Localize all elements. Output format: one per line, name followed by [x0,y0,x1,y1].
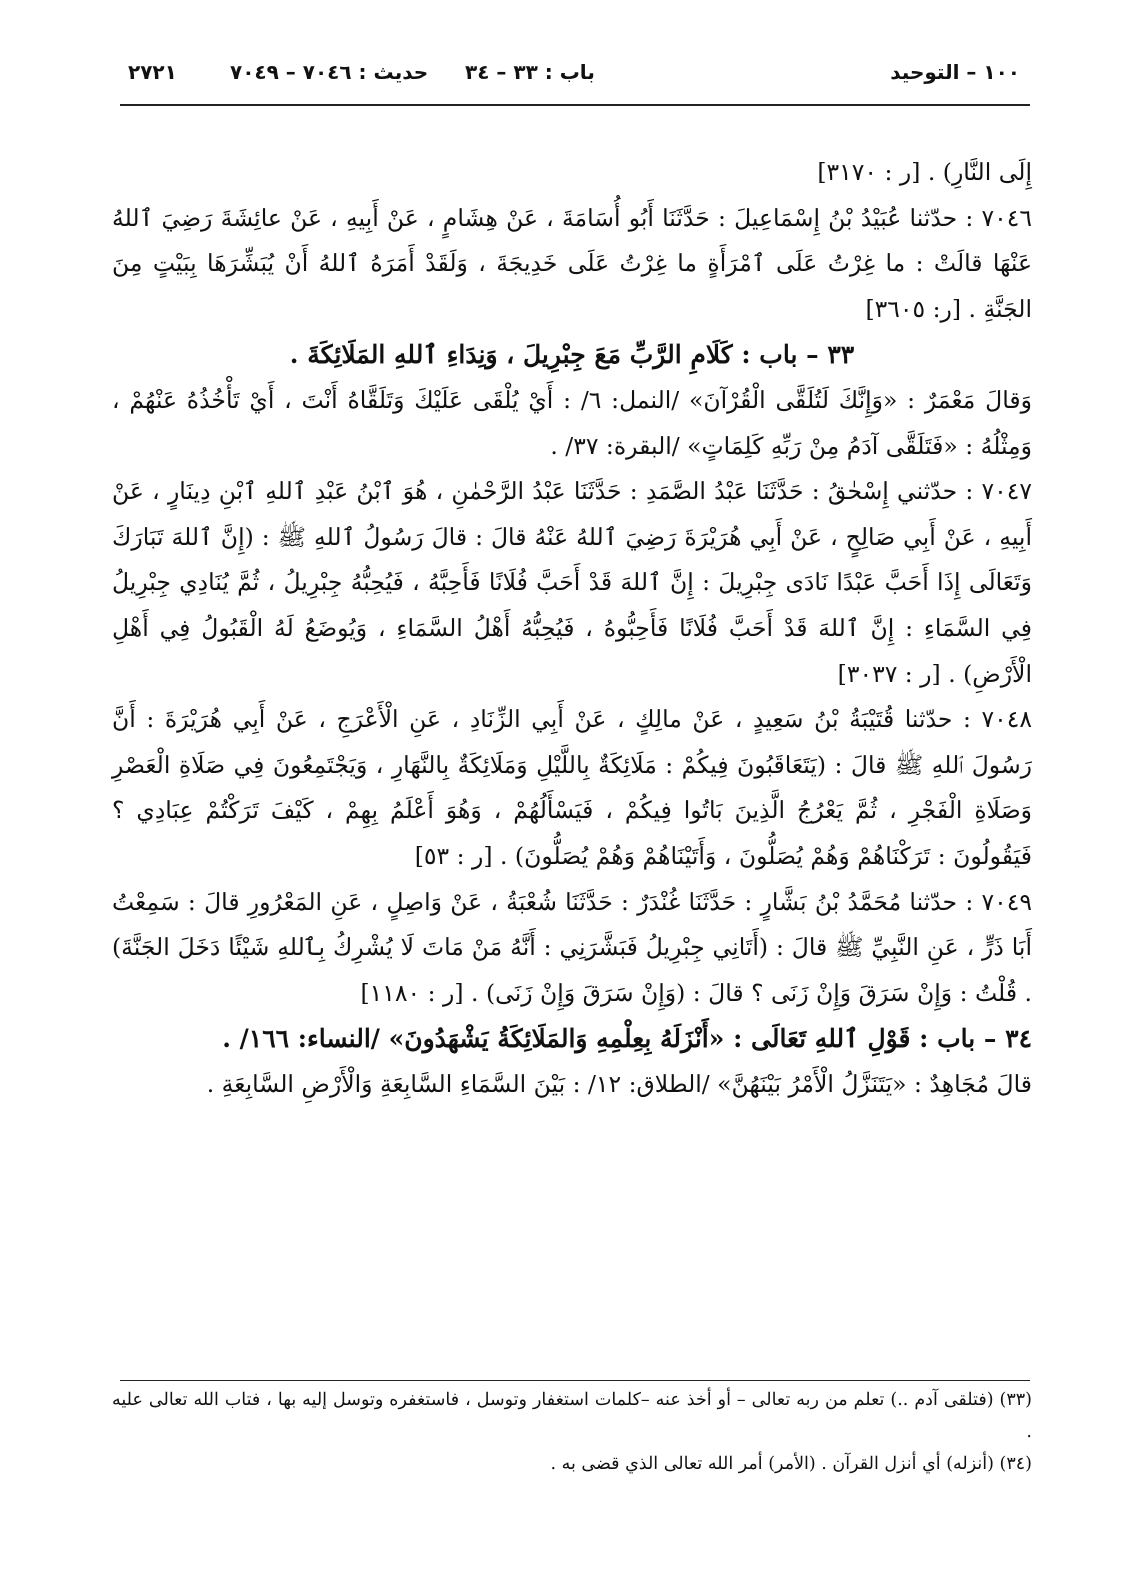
hadith-7049-text: ٧٠٤٩ : حدّثنا مُحَمَّدُ بْنُ بَشَّارٍ : حَدَّثَنَا غُنْدَرٌ : حَدَّثَنَا شُعْبَةُ ، عَنْ وَاصِلٍ ، عَنِ المَعْرُورِ قالَ : سَمِعْتُ أَبَا ذَرٍّ ، عَنِ النَّبِيِّ ﷺ قالَ : (أَتَانِي جِبْرِيلُ فَبَشَّرَنِي : أَنَّهُ مَنْ مَاتَ لَا يُشْرِكُ بِٱللهِ شَيْئًا دَخَلَ الجَنَّةَ) . قُلْتُ : وَإِنْ سَرَقَ وَإِنْ زَنَى ؟ قالَ : (وَإِنْ سَرَقَ وَإِنْ زَنَى) . [112,887,1032,1007]
hadith-7047-text: ٧٠٤٧ : حدّثني إِسْحٰقُ : حَدَّثَنَا عَبْدُ الصَّمَدِ : حَدَّثَنَا عَبْدُ الرَّحْمٰنِ ، هُوَ ٱبْنُ عَبْدِ ٱللهِ ٱبْنِ دِينَارٍ ، عَنْ أَبِيهِ ، عَنْ أَبِي صَالِحٍ ، عَنْ أَبِي هُرَيْرَةَ رَضِيَ ٱللهُ عَنْهُ قالَ : قالَ رَسُولُ ٱللهِ ﷺ : (إِنَّ ٱللهَ تَبَارَكَ وَتَعَالَى إِذَا أَحَبَّ عَبْدًا نَادَى جِبْرِيلَ : إِنَّ ٱللهَ قَدْ أَحَبَّ فُلَانًا فَأَحِبَّهُ ، فَيُحِبُّهُ جِبْرِيلُ ، ثُمَّ يُنَادِي جِبْرِيلُ فِي السَّمَاءِ : إِنَّ ٱللهَ قَدْ أَحَبَّ فُلَانًا فَأَحِبُّوهُ ، فَيُحِبُّهُ أَهْلُ السَّمَاءِ ، وَيُوضَعُ لَهُ الْقَبُولُ فِي أَهْلِ الْأَرْضِ) . [112,477,1032,688]
bab-range: باب : ٣٣ – ٣٤ [465,60,595,84]
hadith-7048-reference: [ر : ٥٣] [414,841,493,870]
carry-over-text: إِلَى النَّارِ) . [927,158,1032,186]
hadith-7046-reference: [ر: ٣٦٠٥] [865,294,962,323]
hadith-7047 [112,469,1032,697]
footnote-divider [120,1380,1030,1381]
footnote-33: (٣٣) (فتلقى آدم ..) تعلم من ربه تعالى – أو أخذ عنه –كلمات استغفار وتوسل ، فاستغفره وتوسل إليه بها ، فتاب الله تعالى عليه . [112,1390,1032,1442]
hadith-7046 [112,196,1032,333]
footnote-34: (٣٤) (أنزله) أي أنزل القرآن . (الأمر) أمر الله تعالى الذي قضى به . [550,1454,1032,1474]
footnotes [112,1384,1032,1480]
hadith-7046-text: ٧٠٤٦ : حدّثنا عُبَيْدُ بْنُ إِسْمَاعِيلَ : حَدَّثَنَا أَبُو أُسَامَةَ ، عَنْ هِشَامٍ ، عَنْ أَبِيهِ ، عَنْ عائِشَةَ رَضِيَ ٱللهُ عَنْهَا قالَتْ : ما غِرْتُ عَلَى ٱمْرَأَةٍ ما غِرْتُ عَلَى خَدِيجَةَ ، وَلَقَدْ أَمَرَهُ ٱللهُ أَنْ يُبَشِّرَهَا بِبَيْتٍ مِنَ الجَنَّةِ . [112,203,1032,323]
book-title: ١٠٠ – التوحيد [890,60,1020,84]
bab-34-heading: ٣٤ – باب : قَوْلِ ٱللهِ تَعَالَى : «أَنْزَلَهُ بِعِلْمِهِ وَالمَلَائِكَةُ يَشْهَدُونَ» /النساء: ١٦٦/ . [222,1024,1032,1054]
carry-over-paragraph [112,150,1032,196]
carry-over-reference: [ر : ٣١٧٠] [817,158,921,186]
hadith-range: حديث : ٧٠٤٦ – ٧٠٤٩ [230,60,429,84]
hadith-7048-text: ٧٠٤٨ : حدّثنا قُتَيْبَةُ بْنُ سَعِيدٍ ، عَنْ مالِكٍ ، عَنْ أَبِي الزِّنَادِ ، عَنِ الْأَعْرَجِ ، عَنْ أَبِي هُرَيْرَةَ : أَنَّ رَسُولَ ٱللهِ ﷺ قالَ : (يَتَعَاقَبُونَ فِيكُمْ : مَلَائِكَةٌ بِاللَّيْلِ وَمَلَائِكَةٌ بِالنَّهَارِ ، وَيَجْتَمِعُونَ فِي صَلَاةِ الْعَصْرِ وَصَلَاةِ الْفَجْرِ ، ثُمَّ يَعْرُجُ الَّذِينَ بَاتُوا فِيكُمْ ، فَيَسْأَلُهُمْ ، وَهُوَ أَعْلَمُ بِهِمْ ، كَيْفَ تَرَكْتُمْ عِبَادِي ؟ فَيَقُولُونَ : تَرَكْنَاهُمْ وَهُمْ يُصَلُّونَ ، وَأَتَيْنَاهُمْ وَهُمْ يُصَلُّونَ) . [112,705,1032,870]
running-header [120,56,1020,90]
bab-33-heading: ٣٣ – باب : كَلَامِ الرَّبِّ مَعَ جِبْرِيلَ ، وَنِدَاءِ ٱللهِ المَلَائِكَةَ . [289,340,855,370]
hadith-7049-reference: [ر : ١١٨٠] [360,978,464,1007]
hadith-7048 [112,697,1032,879]
page-number: ٢٧٢١ [128,60,177,84]
bab-33-commentary: وَقالَ مَعْمَرٌ : «وَإِنَّكَ لَتُلَقَّى الْقُرْآنَ» /النمل: ٦/ : أَيْ يُلْقَى عَلَيْكَ وَتَلَقَّاهُ أَنْتَ ، أَيْ تَأْخُذُهُ عَنْهُمْ ، وَمِثْلُهُ : «فَتَلَقَّى آدَمُ مِنْ رَبِّهِ كَلِمَاتٍ» /البقرة: ٣٧/ . [112,385,1032,460]
bab-34-commentary: قالَ مُجَاهِدٌ : «يَتَنَزَّلُ الْأَمْرُ بَيْنَهُنَّ» /الطلاق: ١٢/ : بَيْنَ السَّمَاءِ السَّابِعَةِ وَالْأَرْضِ السَّابِعَةِ . [206,1069,1032,1098]
header-divider [120,104,1030,106]
hadith-7049 [112,880,1032,1017]
main-text [112,150,1032,1107]
hadith-7047-reference: [ر : ٣٠٣٧] [837,659,941,688]
